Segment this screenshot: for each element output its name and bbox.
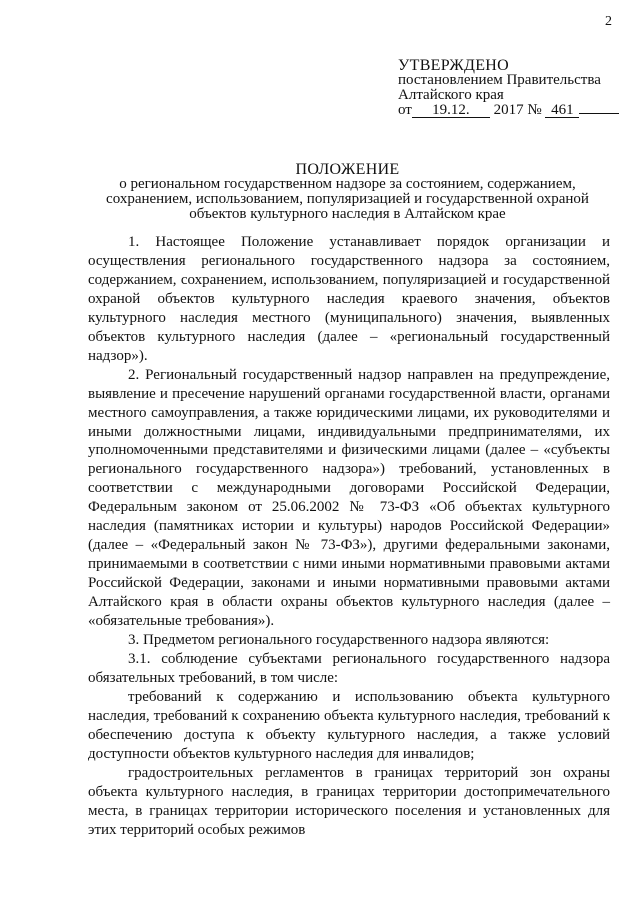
approval-date-line: [398, 103, 619, 118]
approval-year: 2017: [493, 102, 524, 118]
document-title: [70, 162, 625, 222]
page-number: 2: [605, 14, 612, 29]
approval-stamp: [398, 58, 619, 118]
title-line-3: объектов культурного наследия в Алтайском крае: [189, 206, 506, 222]
approval-word: УТВЕРЖДЕНО: [398, 57, 510, 74]
paragraph-regulations: градостроительных регламентов в границах территорий зон охраны объекта культурного наследия, в границах территории достопримечательного места, в границах территории исторического поселения и установленных для этих территорий особых режимов: [88, 764, 610, 838]
paragraph-requirements: требований к содержанию и использованию объекта культурного наследия, требований к сохранению объекта культурного наследия, требований к обеспечению доступа к объекту культурного наследия, а также условий доступности объектов культурного наследия для инвалидов;: [88, 688, 610, 762]
approval-number-tail: [579, 113, 619, 114]
approval-date: 19.12.: [412, 103, 490, 118]
paragraph-1: 1. Настоящее Положение устанавливает порядок организации и осуществления регионального государственного надзора за состоянием, содержанием, сохранением, использованием, популяризацией и государственной охраной объектов культурного наследия краевого значения, объектов культурного наследия местного (муниципального) значения, выявленных объектов культурного наследия (далее – «региональный государственный надзор»).: [88, 234, 610, 364]
title-heading: ПОЛОЖЕНИЕ: [295, 161, 400, 178]
paragraph-3-1: 3.1. соблюдение субъектами регионального государственного надзора обязательных требований, в том числе:: [88, 650, 610, 686]
title-line-2: сохранением, использованием, популяризацией и государственной охраной: [106, 191, 589, 207]
approval-from: от: [398, 102, 412, 118]
approval-number-sign: №: [527, 102, 542, 118]
approval-line-1: постановлением Правительства: [398, 72, 601, 88]
title-line-1: о региональном государственном надзоре за состоянием, содержанием,: [119, 176, 576, 192]
document-body: [88, 233, 610, 840]
paragraph-2: 2. Региональный государственный надзор направлен на предупреждение, выявление и пресечение нарушений органами государственной власти, органами местного самоуправления, а также юридическими лицами, их руководителями и иными должностными лицами, индивидуальными предпринимателями, их уполномоченными представителями и физическими лицами (далее – «субъекты регионального государственного надзора») требований, установленных в соответствии с международными договорами Российской Федерации, Федеральным законом от 25.06.2002 № 73-ФЗ «Об объектах культурного наследия (памятниках истории и культуры) народов Российской Федерации» (далее – «Федеральный закон № 73-ФЗ»), другими федеральными законами, принимаемыми в соответствии с ними иными нормативными правовыми актами Российской Федерации, законами и иными нормативными правовыми актами Алтайского края в области охраны объектов культурного наследия (далее – «обязательные требования»).: [88, 366, 610, 630]
paragraph-3: 3. Предметом регионального государственного надзора являются:: [128, 632, 550, 649]
approval-line-2: Алтайского края: [398, 87, 504, 103]
approval-number: 461: [545, 103, 579, 118]
